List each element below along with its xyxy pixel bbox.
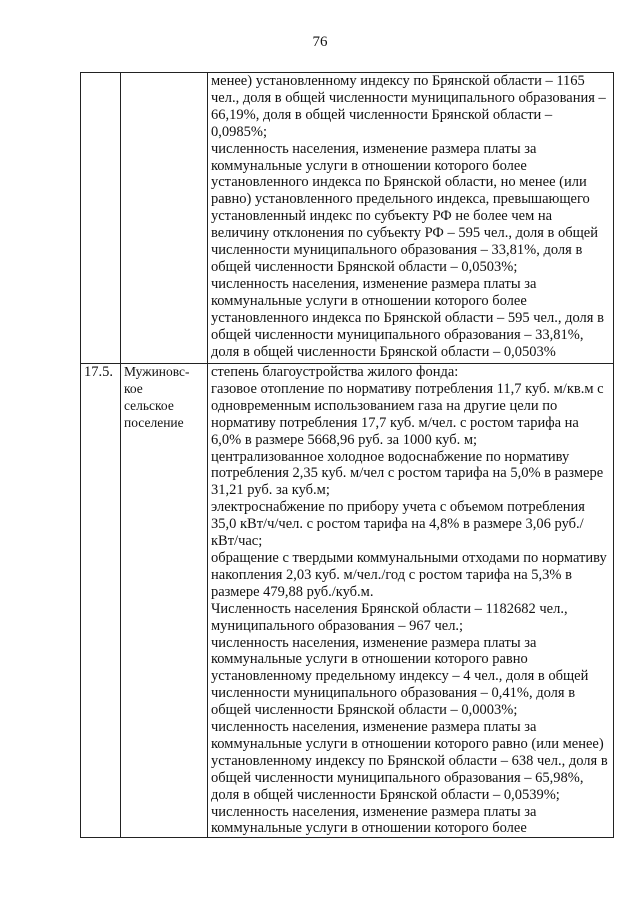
paragraph: численность населения, изменение размера платы за коммунальные услуги в отношении которого более установленного индекса по Брянской области – 595 чел., доля в общей численности муниципального образования – 33,81%, доля в общей численности Брянской области – 0,0503%	[211, 275, 604, 360]
paragraph: электроснабжение по прибору учета с объемом потребления 35,0 кВт/ч/чел. с ростом тарифа на 4,8% в размере 3,06 руб./кВт/час;	[211, 499, 585, 550]
municipality-name-line: поселение	[124, 414, 184, 430]
paragraph: численность населения, изменение размера платы за коммунальные услуги в отношении которого равно установленному предельному индексу – 4 чел., доля в общей численности муниципального образования – 0,41%, доля в общей численности Брянской области – 0,0003%;	[211, 634, 589, 719]
row-number-cell: 17.5.	[81, 364, 121, 838]
municipality-name-line: Мужиновс-	[124, 364, 190, 379]
paragraph: газовое отопление по нормативу потребления 11,7 куб. м/кв.м с одновременным использованием газа на другие цели по нормативу потребления 17,7 куб. м/чел. с ростом тарифа на 6,0% в размере 5668,96 руб. за 1000 куб. м;	[211, 380, 604, 448]
paragraph: численность населения, изменение размера платы за коммунальные услуги в отношении которого более	[211, 803, 537, 837]
municipality-cell	[121, 73, 208, 364]
description-cell	[208, 364, 614, 838]
paragraph: Численность населения Брянской области – 1182682 чел., муниципального образования – 967 чел.;	[211, 600, 568, 634]
table-row	[81, 364, 614, 838]
paragraph: степень благоустройства жилого фонда:	[211, 364, 459, 380]
tariff-table	[80, 72, 614, 838]
description-cell	[208, 73, 614, 364]
paragraph: обращение с твердыми коммунальными отходами по нормативу накопления 2,03 куб. м/чел./год с ростом тарифа на 5,3% в размере 479,88 руб./куб.м.	[211, 549, 607, 600]
row-number-cell	[81, 73, 121, 364]
paragraph: численность населения, изменение размера платы за коммунальные услуги в отношении которого более установленного индекса по Брянской области, но менее (или равно) установленного предельного индекса, превышающего установленный индекс по субъекту РФ не более чем на величину отклонения по субъекту РФ – 595 чел., доля в общей численности муниципального образования – 33,81%, доля в общей численности Брянской области – 0,0503%;	[211, 140, 598, 275]
paragraph: численность населения, изменение размера платы за коммунальные услуги в отношении которого равно (или менее) установленному индексу по Брянской области – 638 чел., доля в общей численности муниципального образования – 65,98%, доля в общей численности Брянской области – 0,0539%;	[211, 719, 608, 803]
municipality-cell	[121, 364, 208, 838]
table-row	[81, 73, 614, 364]
municipality-name-line: сельское	[124, 397, 174, 413]
paragraph: централизованное холодное водоснабжение по нормативу потребления 2,35 куб. м/чел с ростом тарифа на 5,0% в размере 31,21 руб. за куб.м;	[211, 448, 604, 499]
municipality-name-line: кое	[124, 380, 143, 396]
page-number: 76	[312, 34, 328, 50]
paragraph: менее) установленному индексу по Брянской области – 1165 чел., доля в общей численности муниципального образования – 66,19%, доля в общей численности Брянской области – 0,0985%;	[211, 73, 606, 140]
